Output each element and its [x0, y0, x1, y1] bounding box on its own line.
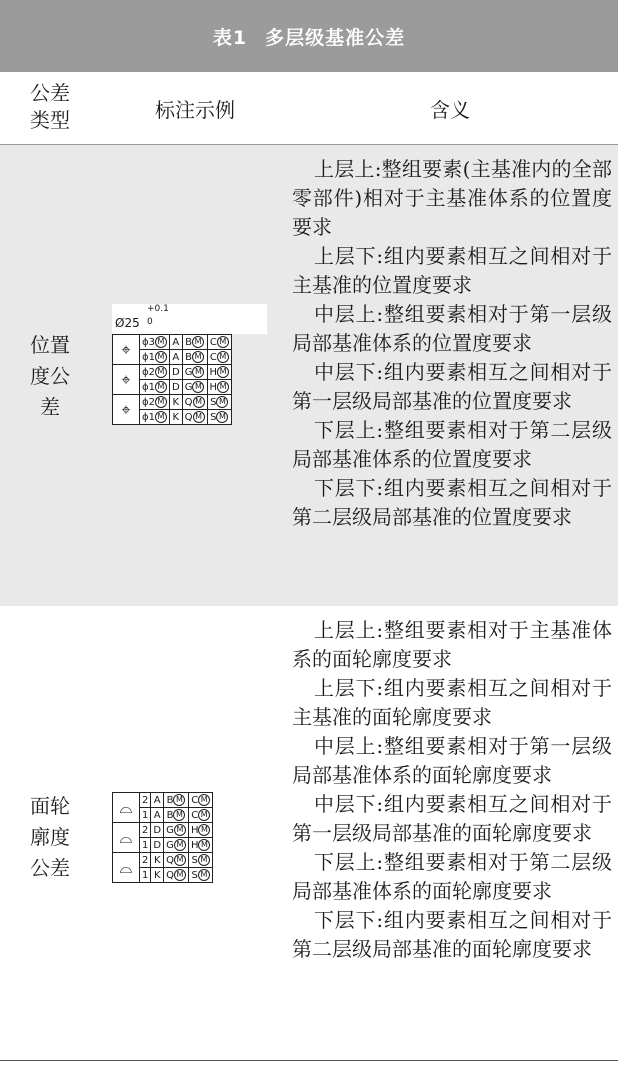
frame-row — [113, 823, 213, 838]
tolerance-text: 2 — [142, 794, 149, 806]
datum-label: Q — [184, 412, 193, 423]
type-line: 廓度 — [30, 825, 70, 849]
mmc-modifier-icon: M — [173, 809, 185, 821]
datum-secondary — [164, 808, 189, 823]
meaning-paragraph: 中层下:组内要素相互之间相对于第一层级局部基准的面轮廓度要求 — [292, 792, 612, 845]
datum-secondary — [164, 853, 189, 868]
meaning-paragraph: 中层下:组内要素相互之间相对于第一层级局部基准的位置度要求 — [292, 360, 612, 413]
header-example: 标注示例 — [155, 98, 235, 122]
position-symbol-icon: ⌖ — [113, 335, 140, 365]
datum-label: Q — [166, 855, 174, 866]
meaning-paragraph: 上层上:整组要素相对于主基准体系的面轮廓度要求 — [292, 618, 612, 671]
datum-label: B — [185, 337, 193, 348]
datum-secondary — [164, 838, 189, 853]
tolerance-value — [140, 793, 151, 808]
datum-label: C — [209, 337, 217, 348]
dimension-upper: +0.1 — [147, 304, 169, 314]
tolerance-value — [140, 853, 151, 868]
mmc-modifier-icon: M — [155, 396, 167, 408]
mmc-modifier-icon: M — [155, 366, 167, 378]
mmc-modifier-icon: M — [192, 381, 204, 393]
datum-label: C — [209, 352, 217, 363]
mmc-modifier-icon: M — [192, 351, 204, 363]
tolerance-dimension — [112, 304, 267, 334]
datum-primary: D — [151, 838, 164, 853]
tolerance-value — [140, 808, 151, 823]
mmc-modifier-icon: M — [216, 396, 228, 408]
mmc-modifier-icon: M — [174, 824, 186, 836]
tolerance-text: 1 — [142, 809, 149, 821]
mmc-modifier-icon: M — [193, 396, 205, 408]
meaning-paragraph: 中层上:整组要素相对于第一层级局部基准体系的位置度要求 — [292, 302, 612, 355]
datum-label: H — [190, 840, 199, 851]
mmc-modifier-icon: M — [216, 411, 228, 423]
datum-secondary — [182, 365, 207, 380]
meaning-paragraph: 下层上:整组要素相对于第二层级局部基准体系的位置度要求 — [292, 418, 612, 471]
header-meaning: 含义 — [430, 98, 470, 122]
table-number: 表1 — [212, 26, 248, 49]
datum-primary: A — [151, 808, 164, 823]
tolerance-text: ϕ1 — [142, 382, 155, 393]
datum-primary: K — [151, 868, 164, 883]
datum-label: Q — [166, 870, 174, 881]
mmc-modifier-icon: M — [217, 351, 229, 363]
datum-primary: A — [169, 335, 182, 350]
datum-primary: K — [169, 395, 182, 410]
datum-label: G — [184, 382, 193, 393]
datum-label: S — [210, 412, 217, 423]
dimension-base: Ø25 — [115, 316, 140, 330]
mmc-modifier-icon: M — [193, 411, 205, 423]
datum-primary: A — [151, 793, 164, 808]
mmc-modifier-icon: M — [155, 381, 167, 393]
frame-row — [113, 853, 213, 868]
header-type-line1: 公差 — [30, 81, 70, 105]
datum-tertiary — [188, 823, 213, 838]
tolerance-value — [140, 365, 170, 380]
type-profile — [0, 791, 100, 884]
tolerance-text: 1 — [142, 869, 149, 881]
tolerance-text: 2 — [142, 824, 149, 836]
datum-primary: A — [169, 350, 182, 365]
profile-symbol-icon: ⌓ — [113, 793, 140, 823]
tolerance-text: ϕ2 — [142, 367, 155, 378]
type-line: 度公 — [30, 364, 70, 388]
mmc-modifier-icon: M — [198, 794, 210, 806]
type-line: 面轮 — [30, 794, 70, 818]
header-type — [0, 80, 100, 134]
meaning-paragraph: 下层上:整组要素相对于第二层级局部基准体系的面轮廓度要求 — [292, 850, 612, 903]
table-row-position — [0, 144, 618, 608]
tolerance-value — [140, 350, 170, 365]
tolerance-value — [140, 335, 170, 350]
mmc-modifier-icon: M — [198, 854, 210, 866]
type-line: 差 — [40, 395, 60, 419]
meaning-position — [292, 155, 612, 532]
mmc-modifier-icon: M — [198, 869, 210, 881]
tolerance-value — [140, 823, 151, 838]
datum-label: C — [191, 810, 199, 821]
datum-primary: K — [151, 853, 164, 868]
feature-control-frame-position — [112, 334, 232, 425]
tolerance-value — [140, 410, 170, 425]
datum-secondary — [182, 380, 207, 395]
mmc-modifier-icon: M — [174, 839, 186, 851]
tolerance-text: ϕ1 — [142, 412, 155, 423]
frame-row — [113, 395, 232, 410]
table-title-text: 多层级基准公差 — [265, 26, 406, 49]
datum-label: S — [210, 397, 217, 408]
position-symbol-icon: ⌖ — [113, 365, 140, 395]
header-type-line2: 类型 — [30, 108, 70, 132]
datum-secondary — [164, 868, 189, 883]
profile-symbol-icon: ⌓ — [113, 823, 140, 853]
datum-label: C — [191, 795, 199, 806]
mmc-modifier-icon: M — [173, 794, 185, 806]
type-position — [0, 330, 100, 423]
datum-label: H — [209, 367, 218, 378]
datum-tertiary — [188, 793, 213, 808]
feature-control-frame-profile — [112, 792, 213, 883]
datum-tertiary — [207, 395, 232, 410]
datum-label: S — [191, 870, 198, 881]
datum-primary: K — [169, 410, 182, 425]
datum-secondary — [182, 410, 207, 425]
datum-tertiary — [188, 838, 213, 853]
meaning-paragraph: 中层上:整组要素相对于第一层级局部基准体系的面轮廓度要求 — [292, 734, 612, 787]
datum-label: G — [166, 840, 174, 851]
mmc-modifier-icon: M — [174, 869, 186, 881]
datum-tertiary — [188, 853, 213, 868]
meaning-paragraph: 上层下:组内要素相互之间相对于主基准的面轮廓度要求 — [292, 676, 612, 729]
frame-row — [113, 365, 232, 380]
type-line: 位置 — [30, 333, 70, 357]
mmc-modifier-icon: M — [155, 351, 167, 363]
datum-label: B — [185, 352, 193, 363]
mmc-modifier-icon: M — [155, 411, 167, 423]
frame-row — [113, 335, 232, 350]
datum-secondary — [164, 793, 189, 808]
datum-primary: D — [151, 823, 164, 838]
datum-label: Q — [184, 397, 193, 408]
datum-label: S — [191, 855, 198, 866]
tolerance-text: ϕ3 — [142, 337, 155, 348]
dimension-lower: 0 — [147, 317, 153, 327]
mmc-modifier-icon: M — [217, 336, 229, 348]
position-symbol-icon: ⌖ — [113, 395, 140, 425]
datum-label: G — [166, 825, 174, 836]
tolerance-value — [140, 838, 151, 853]
mmc-modifier-icon: M — [192, 366, 204, 378]
datum-secondary — [182, 335, 207, 350]
datum-tertiary — [207, 380, 232, 395]
frame-row — [113, 793, 213, 808]
mmc-modifier-icon: M — [192, 336, 204, 348]
datum-secondary — [182, 395, 207, 410]
table-row-profile — [0, 606, 618, 1061]
datum-tertiary — [207, 365, 232, 380]
datum-secondary — [182, 350, 207, 365]
tolerance-text: ϕ2 — [142, 397, 155, 408]
datum-secondary — [164, 823, 189, 838]
datum-tertiary — [188, 808, 213, 823]
datum-tertiary — [207, 410, 232, 425]
datum-primary: D — [169, 380, 182, 395]
datum-label: B — [166, 810, 174, 821]
datum-label: G — [184, 367, 193, 378]
mmc-modifier-icon: M — [174, 854, 186, 866]
datum-tertiary — [207, 350, 232, 365]
datum-primary: D — [169, 365, 182, 380]
meaning-paragraph: 下层下:组内要素相互之间相对于第二层级局部基准的位置度要求 — [292, 476, 612, 529]
tolerance-value — [140, 380, 170, 395]
mmc-modifier-icon: M — [198, 824, 210, 836]
meaning-paragraph: 上层下:组内要素相互之间相对于主基准的位置度要求 — [292, 244, 612, 297]
tolerance-text: 2 — [142, 854, 149, 866]
mmc-modifier-icon: M — [155, 336, 167, 348]
mmc-modifier-icon: M — [217, 366, 229, 378]
tolerance-text: 1 — [142, 839, 149, 851]
datum-tertiary — [207, 335, 232, 350]
datum-label: H — [209, 382, 218, 393]
profile-symbol-icon: ⌓ — [113, 853, 140, 883]
datum-label: B — [166, 795, 174, 806]
tolerance-text: ϕ1 — [142, 352, 155, 363]
meaning-paragraph: 下层下:组内要素相互之间相对于第二层级局部基准的面轮廓度要求 — [292, 908, 612, 961]
tolerance-value — [140, 868, 151, 883]
table-header — [0, 72, 618, 144]
meaning-profile — [292, 616, 612, 964]
mmc-modifier-icon: M — [198, 839, 210, 851]
table-title — [0, 0, 618, 72]
mmc-modifier-icon: M — [198, 809, 210, 821]
tolerance-value — [140, 395, 170, 410]
type-line: 公差 — [30, 856, 70, 880]
mmc-modifier-icon: M — [217, 381, 229, 393]
meaning-paragraph: 上层上:整组要素(主基准内的全部零部件)相对于主基准体系的位置度要求 — [292, 157, 612, 239]
datum-label: H — [190, 825, 199, 836]
datum-tertiary — [188, 868, 213, 883]
